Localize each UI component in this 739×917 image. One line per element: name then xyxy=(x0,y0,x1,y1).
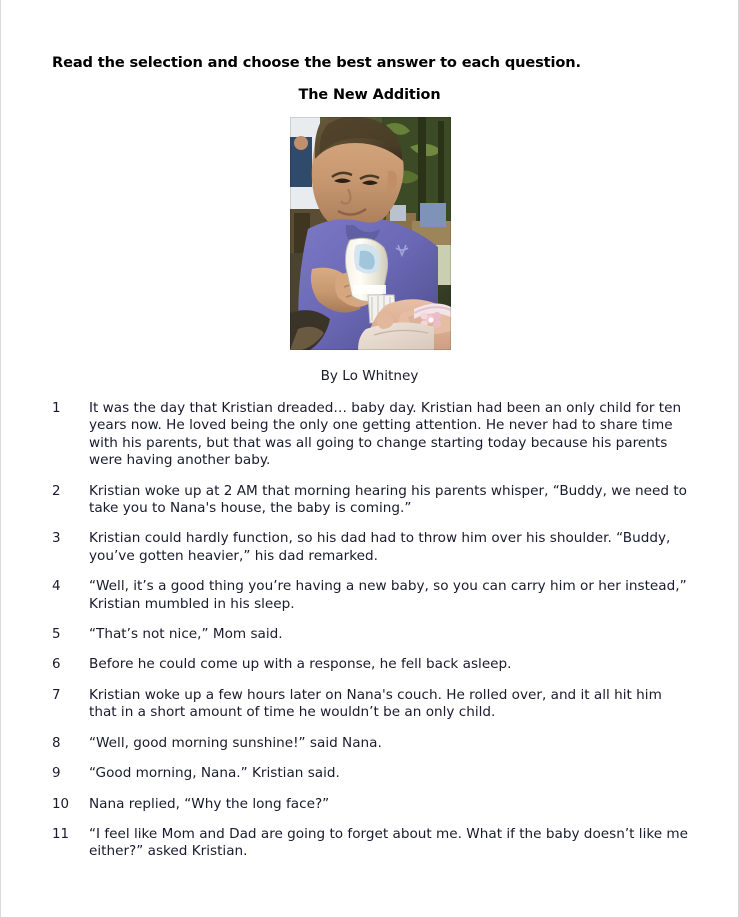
story-body xyxy=(1,400,739,874)
paragraph xyxy=(1,656,739,673)
page-title: The New Addition xyxy=(298,87,441,103)
paragraph-number: 7 xyxy=(52,687,61,703)
paragraph xyxy=(1,826,739,861)
paragraph xyxy=(1,626,739,643)
paragraph-number: 8 xyxy=(52,735,61,751)
paragraph-number: 3 xyxy=(52,531,61,547)
paragraph-number: 6 xyxy=(52,657,61,673)
paragraph-number: 9 xyxy=(52,766,61,782)
paragraph xyxy=(1,687,739,722)
paragraph-text: “Good morning, Nana.” Kristian said. xyxy=(89,765,340,782)
paragraph xyxy=(1,400,739,470)
paragraph-number: 1 xyxy=(52,401,61,416)
paragraph-text: “That’s not nice,” Mom said. xyxy=(89,626,283,643)
paragraph-number: 2 xyxy=(52,483,61,499)
paragraph-number: 5 xyxy=(52,627,61,643)
paragraph-number: 11 xyxy=(52,826,70,842)
paragraph-text: “Well, it’s a good thing you’re having a new baby, so you can carry him or her instead,” Kristian mumbled in his sleep. xyxy=(89,578,687,612)
paragraph-text: “I feel like Mom and Dad are going to forget about me. What if the baby doesn’t like me either?” asked Kristian. xyxy=(89,825,689,860)
paragraph-number: 4 xyxy=(52,579,61,595)
story-photograph xyxy=(290,117,451,350)
paragraph-text: Nana replied, “Why the long face?” xyxy=(89,795,330,812)
paragraph-text: “Well, good morning sunshine!” said Nana. xyxy=(89,734,382,751)
paragraph-text: Kristian woke up a few hours later on Nana's couch. He rolled over, and it all hit him that in a short amount of time he wouldn’t be an only child. xyxy=(89,686,662,721)
paragraph xyxy=(1,578,739,613)
paragraph-text: Kristian could hardly function, so his dad had to throw him over his shoulder. “Buddy, you’ve gotten heavier,” his dad remarked. xyxy=(89,530,671,564)
paragraph xyxy=(1,530,739,565)
paragraph xyxy=(1,483,739,518)
paragraph-text: Before he could come up with a response, he fell back asleep. xyxy=(89,656,512,673)
paragraph-text: Kristian woke up at 2 AM that morning hearing his parents whisper, “Buddy, we need to take you to Nana's house, the baby is coming.” xyxy=(89,482,687,517)
paragraph xyxy=(1,735,739,752)
byline: By Lo Whitney xyxy=(320,368,419,384)
story-photograph-illustration xyxy=(290,117,451,350)
paragraph xyxy=(1,796,739,813)
instruction-heading: Read the selection and choose the best answer to each question. xyxy=(52,54,581,71)
paragraph xyxy=(1,765,739,782)
paragraph-number: 10 xyxy=(52,796,70,812)
paragraph-text: It was the day that Kristian dreaded… baby day. Kristian had been an only child for ten years now. He loved being the only one getting attention. He never had to share time with his parents, but that was all going to change starting today because his parents were having another baby. xyxy=(89,400,682,469)
